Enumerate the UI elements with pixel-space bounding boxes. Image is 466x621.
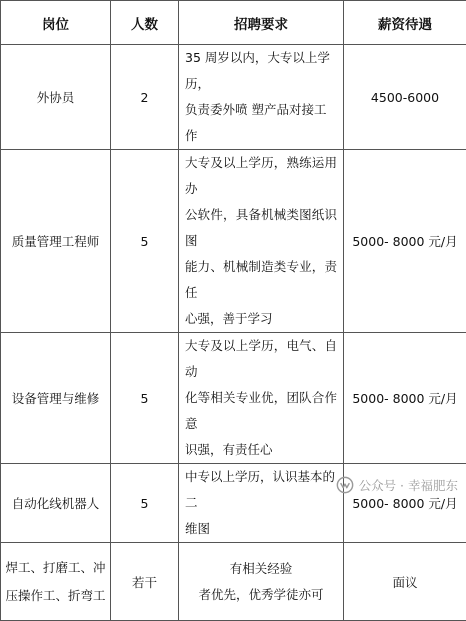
position-cell: 质量管理工程师 (1, 150, 111, 333)
table-header-row (1, 1, 466, 45)
requirements-cell (179, 543, 344, 621)
salary-cell: 面议 (344, 543, 466, 621)
count-cell: 5 (111, 464, 179, 543)
table-row (1, 543, 466, 621)
salary-cell: 5000- 8000 元/月 (344, 333, 466, 464)
position-cell (1, 543, 111, 621)
count-cell: 5 (111, 150, 179, 333)
requirements-text: 中专以上学历，认识基本的二 维图 (179, 464, 343, 542)
position-cell: 设备管理与维修 (1, 333, 111, 464)
watermark-text: 公众号 · 幸福肥东 (359, 476, 458, 494)
wechat-channel-icon (336, 476, 354, 494)
account-watermark (336, 476, 458, 494)
count-cell: 5 (111, 333, 179, 464)
requirements-cell (179, 45, 344, 150)
requirements-cell (179, 150, 344, 333)
requirements-cell (179, 464, 344, 543)
requirements-text: 大专及以上学历，熟练运用办 公软件，具备机械类图纸识图 能力、机械制造类专业，责任 心强，善于学习 (179, 150, 343, 332)
salary-cell: 4500-6000 (344, 45, 466, 150)
requirements-text: 大专及以上学历，电气、自动 化等相关专业优，团队合作意 识强，有责任心 (179, 333, 343, 463)
salary-cell: 5000- 8000 元/月 (344, 150, 466, 333)
header-salary: 薪资待遇 (344, 1, 466, 45)
table-row (1, 333, 466, 464)
header-count: 人数 (111, 1, 179, 45)
header-requirements: 招聘要求 (179, 1, 344, 45)
count-cell: 若干 (111, 543, 179, 621)
table-row (1, 150, 466, 333)
header-position: 岗位 (1, 1, 111, 45)
salary-cell: 5000- 8000 元/月 (344, 464, 466, 543)
table-row (1, 45, 466, 150)
requirements-text: 有相关经验 者优先，优秀学徒亦可 (192, 556, 329, 608)
position-cell: 自动化线机器人 (1, 464, 111, 543)
count-cell: 2 (111, 45, 179, 150)
position-cell: 外协员 (1, 45, 111, 150)
requirements-cell (179, 333, 344, 464)
position-text: 焊工、打磨工、冲 压操作工、折弯工 (5, 554, 105, 610)
requirements-text: 35 周岁以内，大专以上学历， 负责委外喷 塑产品对接工作 (179, 45, 343, 149)
